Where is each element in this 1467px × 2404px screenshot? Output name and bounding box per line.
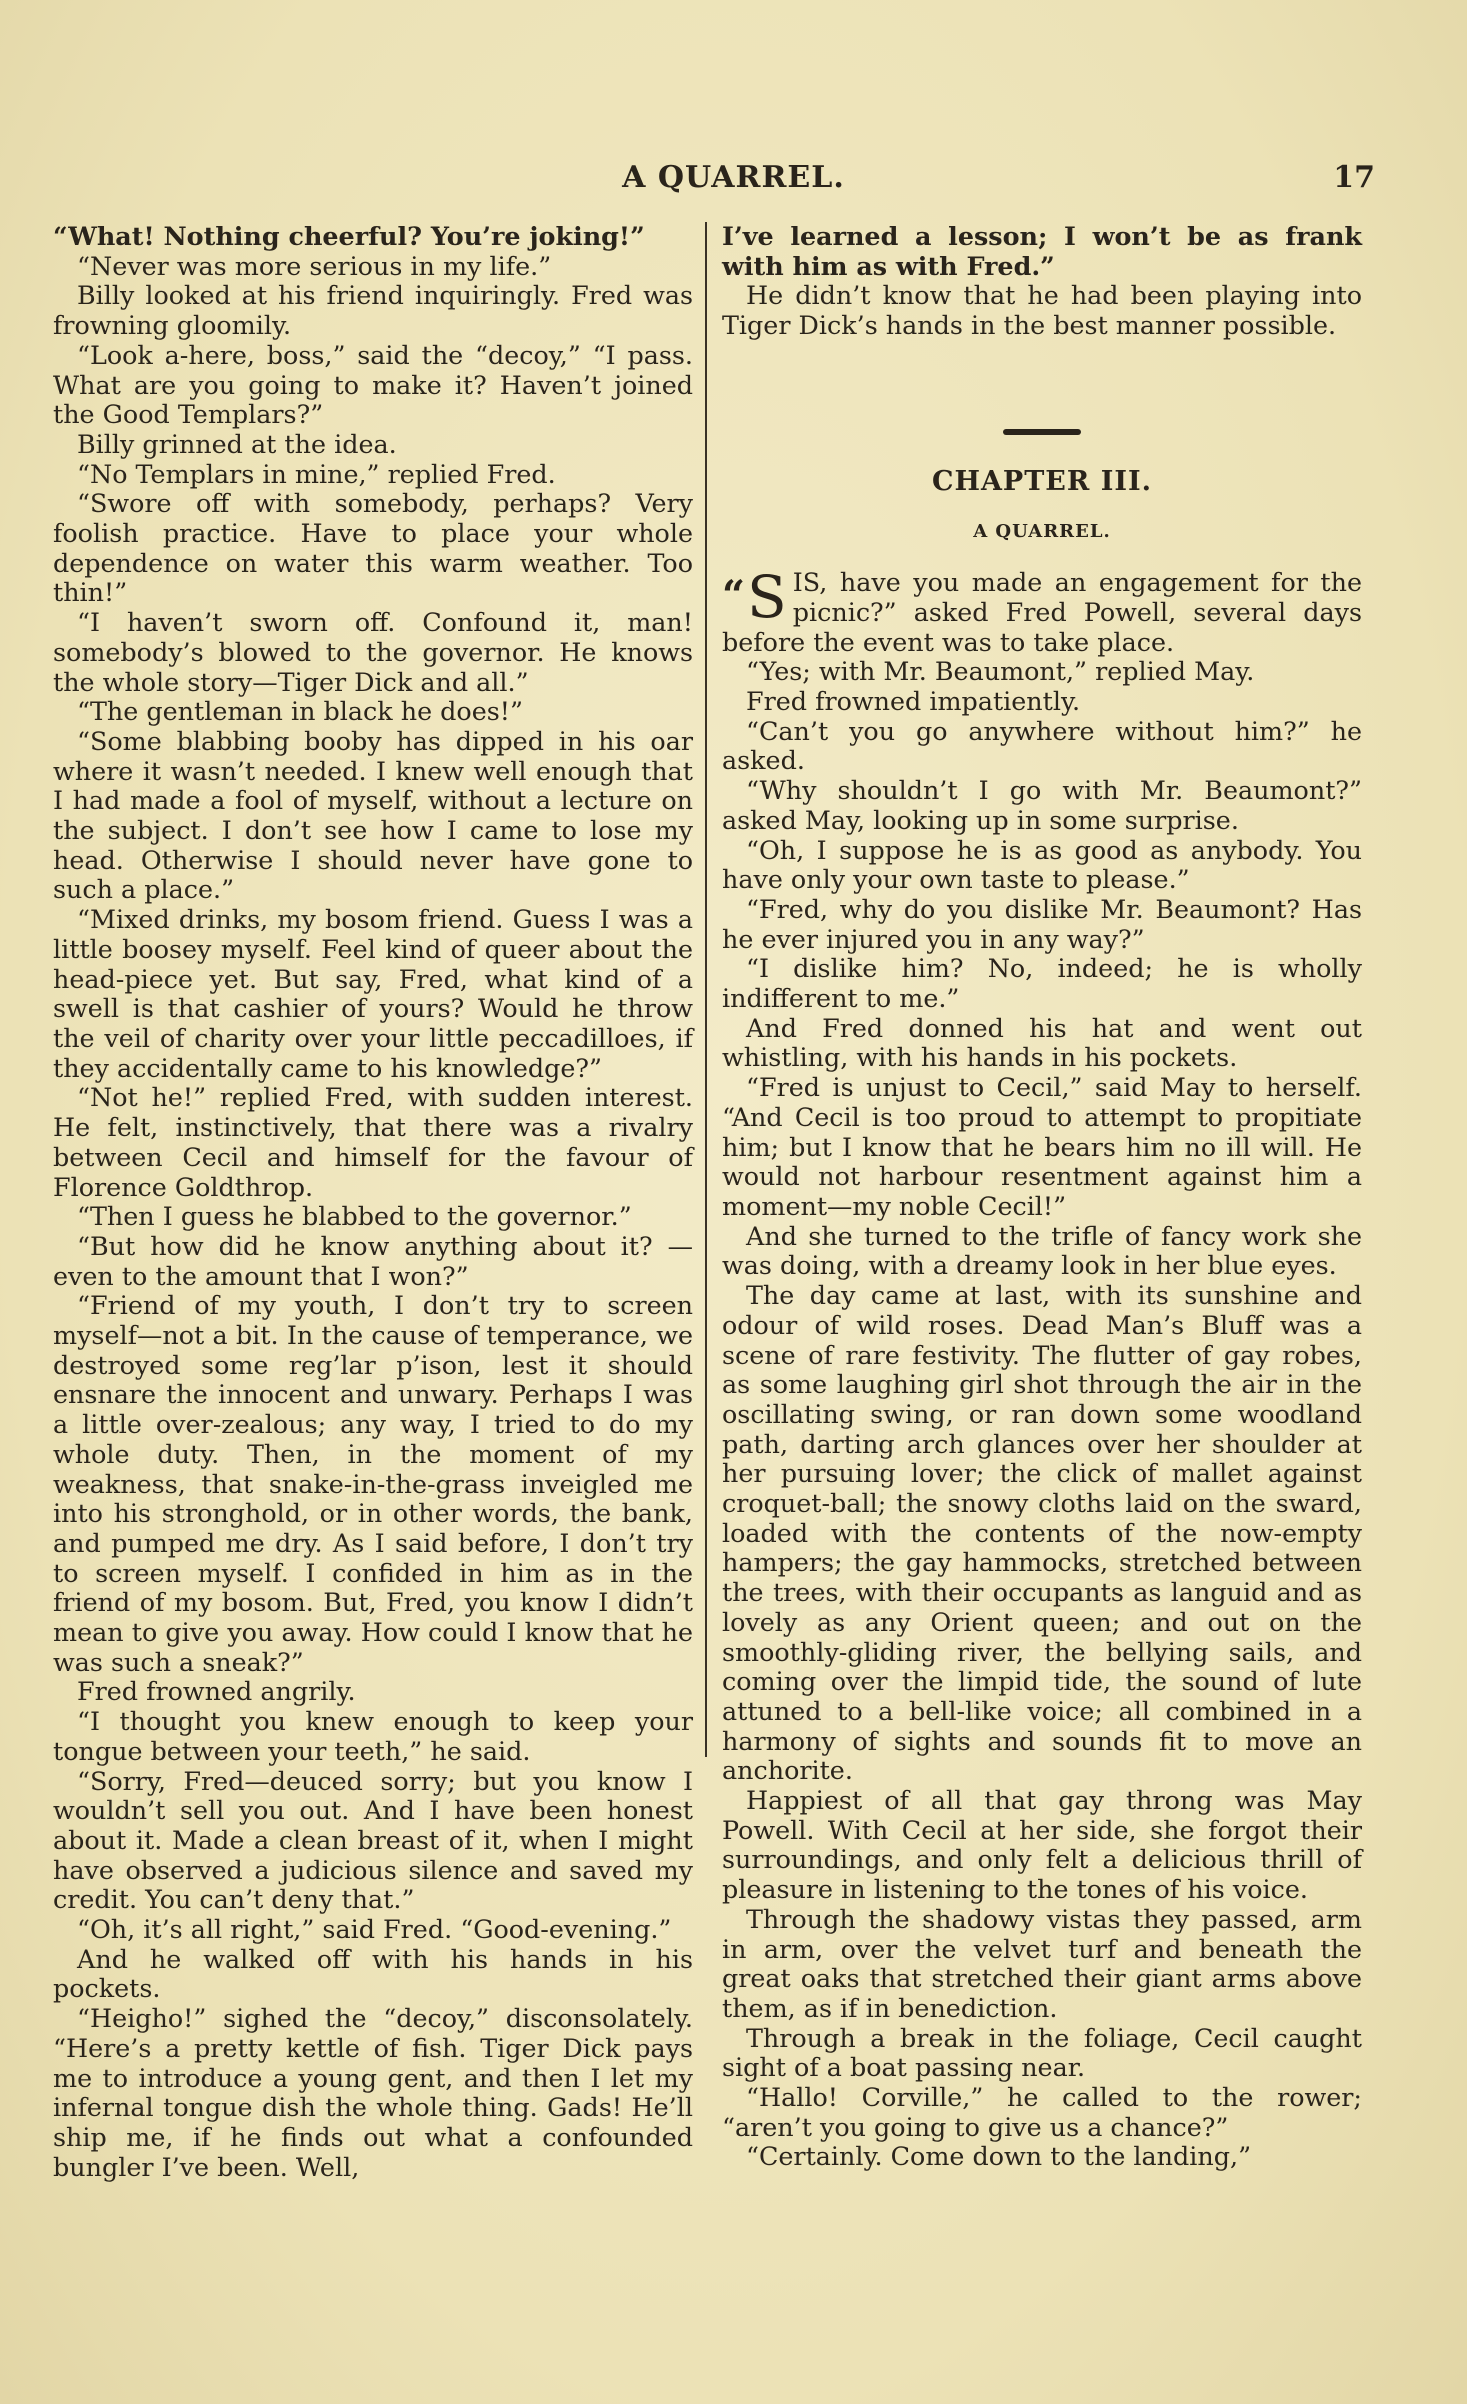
running-title: A QUARREL.	[622, 160, 845, 195]
paragraph: Billy looked at his friend inquiringly. Fred was frowning gloomily.	[53, 280, 693, 341]
chapter-subtitle: A QUARREL.	[973, 520, 1111, 542]
paragraph: And she turned to the trifle of fancy work she was doing, with a dreamy look in her blue eyes.	[722, 1220, 1362, 1281]
paragraph: Fred frowned angrily.	[77, 1676, 356, 1707]
page-number: 17	[1333, 160, 1375, 195]
paragraph: “Fred, why do you dislike Mr. Beaumont? Has he ever injured you in any way?”	[722, 893, 1362, 954]
drop-cap: S	[747, 563, 787, 632]
first-paragraph-text: IS, have you made an engagement for the picnic?” asked Fred Powell, several days before the event was to take place.	[722, 567, 1362, 657]
left-column	[53, 222, 693, 2182]
paragraph: “Sorry, Fred—deuced sorry; but you know I wouldn’t sell you out. And I have been honest about it. Made a clean breast of it, when I might have observed a judicious silence and saved my credit. You can’t deny that.”	[53, 1765, 693, 1915]
paragraph: “Hallo! Corville,” he called to the rower; “aren’t you going to give us a chance?”	[722, 2082, 1362, 2142]
paragraph: Billy grinned at the idea.	[77, 428, 397, 459]
column-divider	[705, 222, 707, 1757]
paragraph: The day came at last, with its sunshine and odour of wild roses. Dead Man’s Bluff was a scene of rare festivity. The flutter of gay robes, as some laughing girl shot through the air in the oscillating swing, or ran down some woodland path, darting arch glances over her shoulder at her pursuing lover; the click of mallet against croquet-ball; the snowy cloths laid on the sward, loaded with the contents of the now-empty hampers; the gay hammocks, stretched between the trees, with their occupants as languid and as lovely as any Orient queen; and out on the smoothly-gliding river, the bellying sails, and coming over the limpid tide, the sound of lute attuned to a bell-like voice; all combined in a harmony of sights and sounds fit to move an anchorite.	[722, 1280, 1362, 1786]
paragraph: “What! Nothing cheerful? You’re joking!”	[53, 221, 645, 251]
paragraph: And he walked off with his hands in his pockets.	[53, 1943, 693, 2004]
paragraph: “Oh, I suppose he is as good as anybody. You have only your own taste to please.”	[722, 834, 1362, 895]
paragraph: “I dislike him? No, indeed; he is wholly indifferent to me.”	[722, 953, 1362, 1014]
paragraph: “Not he!” replied Fred, with sudden interest. He felt, instinctively, that there was a rivalry between Cecil and himself for the favour of Florence Goldthrop.	[53, 1082, 693, 1202]
chapter-first-paragraph	[722, 563, 1362, 657]
paragraph: “Never was more serious in my life.”	[77, 250, 552, 281]
section-spacer	[722, 341, 1362, 429]
paragraph: “But how did he know anything about it? —even to the amount that I won?”	[53, 1230, 693, 1291]
paragraph: “Certainly. Come down to the landing,”	[746, 2141, 1252, 2172]
paragraph: He didn’t know that he had been playing into Tiger Dick’s hands in the best manner possible.	[722, 280, 1362, 341]
paragraph: “Then I guess he blabbed to the governor.”	[77, 1201, 632, 1232]
chapter-heading: CHAPTER III.	[931, 465, 1153, 497]
running-header	[0, 160, 1467, 200]
paragraph: “No Templars in mine,” replied Fred.	[77, 458, 556, 489]
paragraph: “Heigho!” sighed the “decoy,” disconsolately. “Here’s a pretty kettle of fish. Tiger Dick pays me to introduce a young gent, and then I let my infernal tongue dish the whole thing. Gads! He’ll ship me, if he finds out what a confounded bungler I’ve been. Well,	[53, 2003, 693, 2182]
paragraph: “The gentleman in black he does!”	[77, 696, 523, 727]
paragraph: “Friend of my youth, I don’t try to screen myself—not a bit. In the cause of temperance, we destroyed some reg’lar p’ison, lest it should ensnare the innocent and unwary. Perhaps I was a little over-zealous; any way, I tried to do my whole duty. Then, in the moment of my weakness, that snake-in-the-grass inveigled me into his stronghold, or in other words, the bank, and pumped me dry. As I said before, I don’t try to screen myself. I confided in him as in the friend of my bosom. But, Fred, you know I didn’t mean to give you away. How could I know that he was such a sneak?”	[53, 1290, 693, 1677]
paragraph: “I thought you knew enough to keep your tongue between your teeth,” he said.	[53, 1706, 693, 1766]
paragraph: “Some blabbing booby has dipped in his oar where it wasn’t needed. I knew well enough that I had made a fool of myself, without a lecture on the subject. I don’t see how I came to lose my head. Otherwise I should never have gone to such a place.”	[53, 725, 693, 905]
paragraph: “Look a-here, boss,” said the “decoy,” “I pass. What are you going to make it? Haven’t joined the Good Templars?”	[53, 339, 693, 430]
paragraph: Happiest of all that gay throng was May Powell. With Cecil at her side, she forgot their surroundings, and only felt a delicious thrill of pleasure in listening to the tones of his voice.	[722, 1785, 1362, 1905]
paragraph: Through a break in the foliage, Cecil caught sight of a boat passing near.	[722, 2022, 1362, 2083]
right-column-body	[722, 657, 1362, 2172]
paragraph: And Fred donned his hat and went out whistling, with his hands in his pockets.	[722, 1012, 1362, 1073]
paragraph: “Fred is unjust to Cecil,” said May to herself. “And Cecil is too proud to attempt to propitiate him; but I know that he bears him no ill will. He would not harbour resentment against him a moment—my noble Cecil!”	[722, 1072, 1362, 1221]
open-quote-mark: “	[722, 572, 746, 620]
paragraph: “I haven’t sworn off. Confound it, man! somebody’s blowed to the governor. He knows the whole story—Tiger Dick and all.”	[53, 607, 693, 697]
paragraph: “Oh, it’s all right,” said Fred. “Good-evening.”	[77, 1914, 672, 1945]
ornament-rule	[1003, 429, 1081, 435]
paragraph: “Can’t you go anywhere without him?” he asked.	[722, 715, 1362, 776]
paragraph: Through the shadowy vistas they passed, arm in arm, over the velvet turf and beneath the great oaks that stretched their giant arms above them, as if in benediction.	[722, 1903, 1362, 2023]
paragraph: Fred frowned impatiently.	[746, 686, 1081, 717]
right-column-top	[722, 222, 1362, 341]
paragraph: I’ve learned a lesson; I won’t be as frank with him as with Fred.”	[722, 221, 1362, 281]
paragraph: “Why shouldn’t I go with Mr. Beaumont?” asked May, looking up in some surprise.	[722, 775, 1362, 835]
paragraph: “Swore off with somebody, perhaps? Very foolish practice. Have to place your whole dependence on water this warm weather. Too thin!”	[53, 488, 693, 608]
right-column	[722, 222, 1362, 2172]
paragraph: “Yes; with Mr. Beaumont,” replied May.	[746, 656, 1255, 687]
paragraph: “Mixed drinks, my bosom friend. Guess I was a little boosey myself. Feel kind of queer about the head-piece yet. But say, Fred, what kind of a swell is that cashier of yours? Would he throw the veil of charity over your little peccadilloes, if they accidentally came to his knowledge?”	[53, 904, 693, 1083]
